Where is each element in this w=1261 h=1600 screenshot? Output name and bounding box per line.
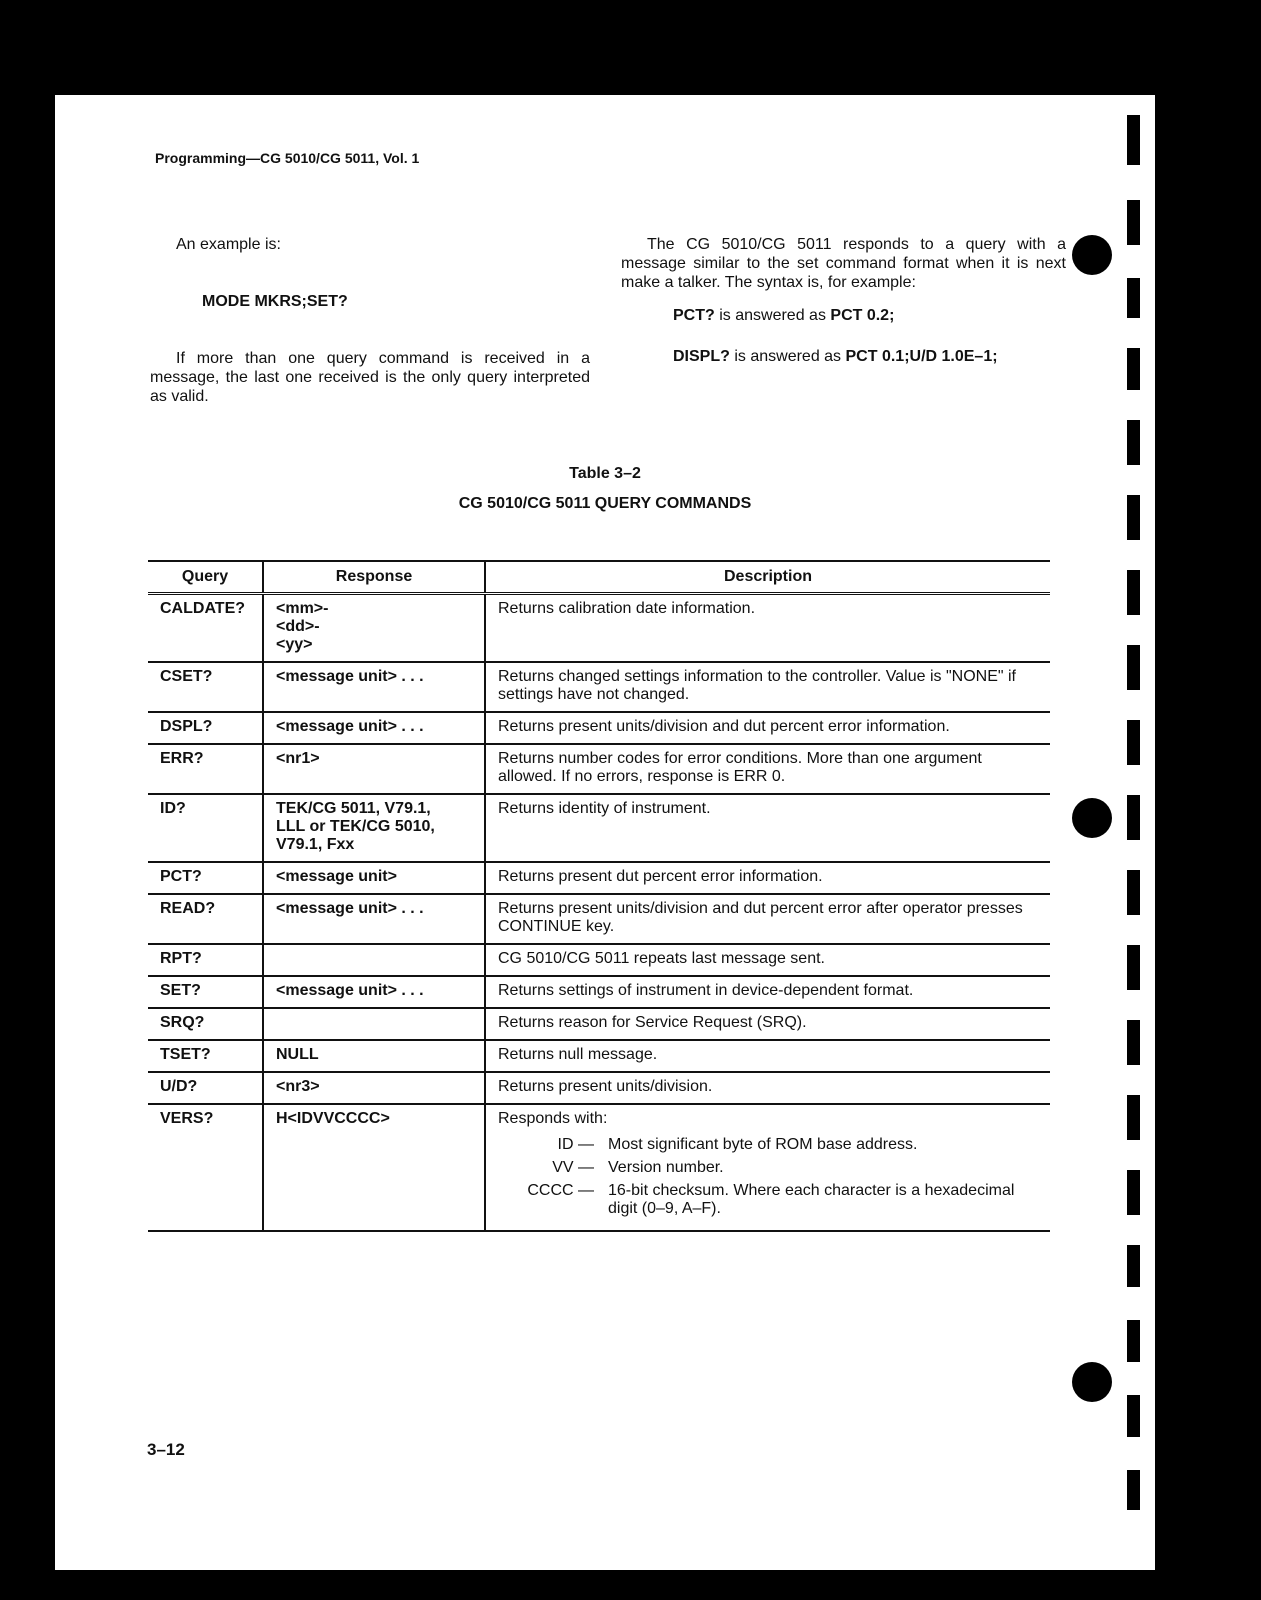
description-cell	[485, 1104, 1050, 1231]
right-column	[621, 235, 1066, 366]
binder-tab	[1127, 645, 1140, 690]
query-cell: READ?	[148, 894, 263, 944]
query-cell: DSPL?	[148, 712, 263, 744]
description-cell: Returns present units/division and dut percent error information.	[485, 712, 1050, 744]
table-number: Table 3–2	[569, 465, 641, 482]
binder-tab	[1127, 278, 1140, 318]
binder-tab	[1127, 1470, 1140, 1510]
query-cell: PCT?	[148, 862, 263, 894]
example-command: MODE MKRS;SET?	[202, 293, 348, 310]
punch-hole	[1072, 235, 1112, 275]
binder-tab	[1127, 1245, 1140, 1287]
field-key: ID —	[557, 1136, 594, 1153]
binder-tab	[1127, 720, 1140, 765]
description-cell: CG 5010/CG 5011 repeats last message sent.	[485, 944, 1050, 976]
response-cell: <nr3>	[263, 1072, 485, 1104]
binder-tab	[1127, 1395, 1140, 1437]
response-example-2: DISPL? is answered as PCT 0.1;U/D 1.0E–1;	[673, 348, 998, 365]
query-cell: CSET?	[148, 662, 263, 712]
table-row	[148, 744, 1050, 794]
query-cell: SET?	[148, 976, 263, 1008]
punch-hole	[1072, 1362, 1112, 1402]
description-cell: Returns identity of instrument.	[485, 794, 1050, 862]
column-header: Description	[485, 561, 1050, 594]
field-definition: Version number.	[608, 1159, 724, 1176]
description-cell: Returns present dut percent error information.	[485, 862, 1050, 894]
query-cell: SRQ?	[148, 1008, 263, 1040]
field-definition-list	[498, 1136, 1038, 1223]
response-cell: NULL	[263, 1040, 485, 1072]
page-number: 3–12	[147, 1440, 185, 1459]
binder-tab	[1127, 1170, 1140, 1215]
description-cell: Returns present units/division.	[485, 1072, 1050, 1104]
description-cell: Returns changed settings information to the controller. Value is "NONE" if settings have not changed.	[485, 662, 1050, 712]
description-cell: Returns present units/division and dut percent error after operator presses CONTINUE key.	[485, 894, 1050, 944]
response-cell: <message unit> . . .	[263, 662, 485, 712]
table-title: CG 5010/CG 5011 QUERY COMMANDS	[458, 495, 752, 512]
table-row	[148, 662, 1050, 712]
table-row	[148, 862, 1050, 894]
binder-tab	[1127, 200, 1140, 245]
field-key: CCCC —	[527, 1182, 594, 1199]
running-header: Programming—CG 5010/CG 5011, Vol. 1	[155, 150, 420, 166]
query-cell: ERR?	[148, 744, 263, 794]
description-cell: Returns settings of instrument in device-dependent format.	[485, 976, 1050, 1008]
left-column	[150, 235, 590, 406]
column-header: Response	[263, 561, 485, 594]
binder-tab	[1127, 1095, 1140, 1140]
response-cell: TEK/CG 5011, V79.1, LLL or TEK/CG 5010, V79.1, Fxx	[263, 794, 485, 862]
query-cell: ID?	[148, 794, 263, 862]
table-row	[148, 594, 1050, 663]
binder-tab	[1127, 1320, 1140, 1362]
table-row	[148, 1040, 1050, 1072]
response-cell	[263, 1008, 485, 1040]
binder-tab	[1127, 495, 1140, 540]
binder-tab	[1127, 115, 1140, 165]
table-row	[148, 894, 1050, 944]
binder-tab	[1127, 420, 1140, 465]
query-cell: RPT?	[148, 944, 263, 976]
response-example-1: PCT? is answered as PCT 0.2;	[673, 307, 895, 324]
binder-tab	[1127, 870, 1140, 915]
description-cell: Returns null message.	[485, 1040, 1050, 1072]
document-page	[55, 95, 1155, 1570]
binder-tab	[1127, 570, 1140, 615]
column-header: Query	[148, 561, 263, 594]
query-commands-table	[148, 560, 1050, 1232]
table-row	[148, 712, 1050, 744]
table-body	[148, 594, 1050, 1232]
punch-hole	[1072, 798, 1112, 838]
right-paragraph: The CG 5010/CG 5011 responds to a query with a message similar to the set command format when it is next make a talker. The syntax is, for example:	[621, 236, 1066, 291]
query-cell: VERS?	[148, 1104, 263, 1231]
binder-tab	[1127, 1020, 1140, 1065]
response-cell: <nr1>	[263, 744, 485, 794]
response-cell: <message unit> . . .	[263, 712, 485, 744]
table-row	[148, 794, 1050, 862]
field-definition: Most significant byte of ROM base address.	[608, 1136, 918, 1153]
response-cell: <message unit> . . .	[263, 976, 485, 1008]
table-row	[148, 1104, 1050, 1231]
example-intro: An example is:	[176, 236, 281, 253]
query-cell: TSET?	[148, 1040, 263, 1072]
query-cell: U/D?	[148, 1072, 263, 1104]
response-cell: <message unit> . . .	[263, 894, 485, 944]
left-paragraph: If more than one query command is received in a message, the last one received is the only query interpreted as valid.	[150, 350, 590, 405]
table-header-row	[148, 561, 1050, 594]
table-row	[148, 944, 1050, 976]
query-cell: CALDATE?	[148, 594, 263, 663]
binder-tab	[1127, 945, 1140, 990]
binder-tab	[1127, 795, 1140, 840]
table-row	[148, 1008, 1050, 1040]
response-cell	[263, 944, 485, 976]
description-cell: Returns number codes for error conditions. More than one argument allowed. If no errors, response is ERR 0.	[485, 744, 1050, 794]
field-definition: 16-bit checksum. Where each character is a hexadecimal digit (0–9, A–F).	[608, 1182, 1015, 1217]
response-cell: <mm>- <dd>- <yy>	[263, 594, 485, 663]
description-cell: Returns reason for Service Request (SRQ).	[485, 1008, 1050, 1040]
response-cell: H<IDVVCCCC>	[263, 1104, 485, 1231]
description-text: Responds with:	[498, 1110, 608, 1127]
binder-tab	[1127, 348, 1140, 390]
table-row	[148, 976, 1050, 1008]
field-key: VV —	[552, 1159, 594, 1176]
description-cell: Returns calibration date information.	[485, 594, 1050, 663]
table-row	[148, 1072, 1050, 1104]
response-cell: <message unit>	[263, 862, 485, 894]
